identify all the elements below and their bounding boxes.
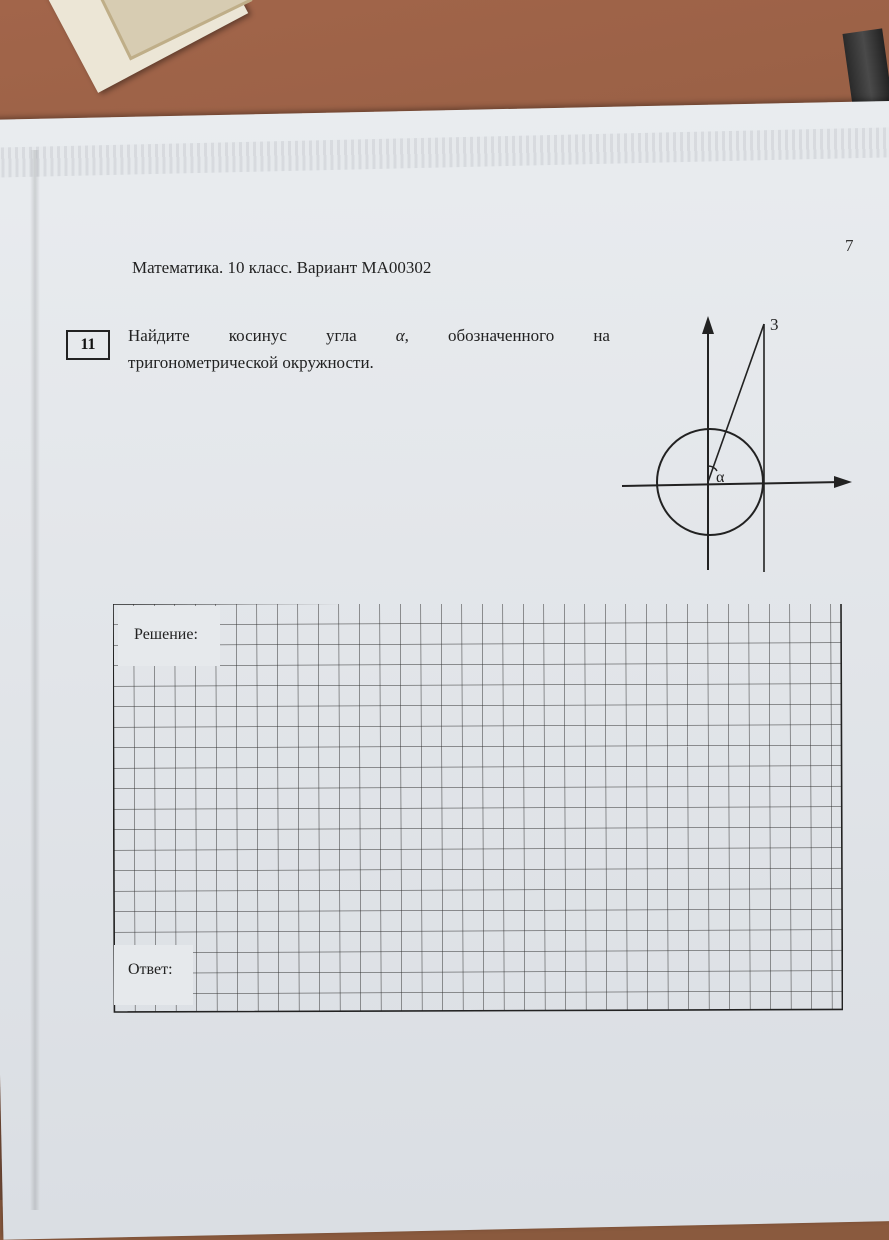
x-axis — [622, 482, 842, 486]
answer-label: Ответ: — [128, 961, 173, 978]
task-number: 11 — [66, 330, 110, 360]
task-text-line1 — [128, 326, 610, 346]
task-word: обозначенного — [448, 326, 555, 345]
sheet-fold — [30, 150, 40, 1210]
answer-grid[interactable] — [113, 604, 843, 1014]
task-alpha: α, — [395, 326, 409, 345]
y-axis-arrow — [702, 316, 714, 334]
task-word: на — [593, 326, 610, 345]
solution-label-box — [118, 606, 220, 666]
angle-ray — [708, 324, 764, 482]
task-word: угла — [325, 326, 357, 345]
point-label: 3 — [770, 315, 779, 334]
page-header: Математика. 10 класс. Вариант МА00302 — [132, 258, 432, 277]
task-text-line2: тригонометрической окружности. — [128, 353, 374, 372]
x-axis-arrow — [834, 476, 852, 488]
unit-circle-figure — [618, 310, 858, 580]
unit-circle — [657, 429, 763, 535]
answer-label-box — [114, 945, 193, 1005]
solution-label: Решение: — [134, 626, 198, 643]
task-word: Найдите — [128, 326, 190, 345]
page-number: 7 — [845, 236, 854, 255]
task-word: косинус — [228, 326, 287, 345]
angle-label: α — [716, 469, 725, 486]
